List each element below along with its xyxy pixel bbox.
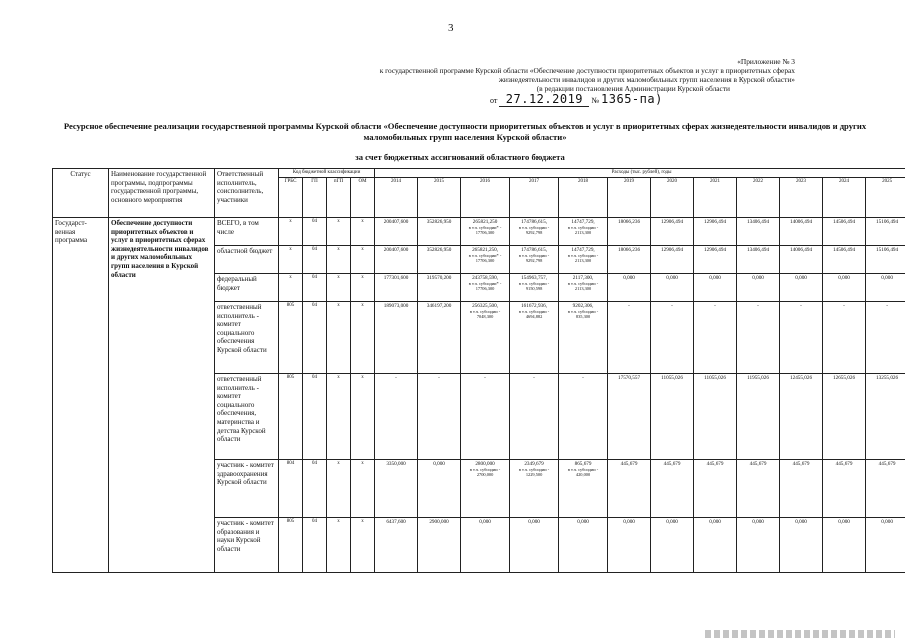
- value-cell: [375, 302, 418, 374]
- table-header: [53, 169, 905, 218]
- header-year: 2024: [823, 178, 866, 218]
- subsidy-note: в т.ч. субсидии* - 17706,300: [468, 281, 502, 292]
- value-amount: 6437,600: [386, 519, 406, 525]
- value-amount: 256325,500,: [472, 303, 499, 309]
- value-cell: [375, 460, 418, 518]
- header-status: Статус: [53, 169, 109, 218]
- value-cell: [866, 274, 905, 302]
- code-cell: 04: [303, 302, 327, 374]
- value-amount: 14006,494: [790, 219, 813, 225]
- header-om: ОМ: [351, 178, 375, 218]
- value-cell: [608, 218, 651, 246]
- value-cell: [651, 460, 694, 518]
- value-cell: [737, 218, 780, 246]
- code-cell: 804: [279, 460, 303, 518]
- subsidy-note: в т.ч. субсидии* - 17706,300: [468, 225, 502, 236]
- executor-cell: областной бюджет: [215, 246, 279, 274]
- value-amount: 0,000: [881, 519, 893, 525]
- value-cell: [418, 302, 461, 374]
- executor-cell: ВСЕГО, в том числе: [215, 218, 279, 246]
- executor-cell: участник - комитет здравоохранения Курской области: [215, 460, 279, 518]
- value-amount: 13406,494: [747, 219, 770, 225]
- value-amount: -: [757, 303, 759, 309]
- value-amount: 0,000: [795, 275, 807, 281]
- value-cell: [823, 218, 866, 246]
- value-cell: [608, 302, 651, 374]
- value-cell: [694, 518, 737, 573]
- executor-cell: ответственный исполнитель - комитет социального обеспечения, материнства и детства Курской области: [215, 374, 279, 460]
- value-amount: 265821,250: [472, 219, 498, 225]
- value-amount: 189073,000: [383, 303, 409, 309]
- code-cell: х: [351, 518, 375, 573]
- code-cell: 805: [279, 518, 303, 573]
- status-cell: Государст-венная программа: [53, 218, 109, 573]
- document-title: Ресурсное обеспечение реализации государственной программы Курской области «Обеспечение доступности приоритетных объектов и услуг в приоритетных сферах жизнедеятельности инвалидов и других маломобильных групп населения Курской области»: [63, 121, 867, 142]
- value-cell: [559, 274, 608, 302]
- value-cell: [651, 274, 694, 302]
- subsidy-note: в т.ч. субсидии - 9292,798: [518, 253, 550, 264]
- value-cell: [823, 246, 866, 274]
- header-year: 2020: [651, 178, 694, 218]
- subsidy-note: в т.ч. субсидии - 4694,882: [518, 309, 550, 320]
- document-subtitle: за счет бюджетных ассигнований областного бюджета: [355, 152, 565, 162]
- value-amount: 14506,494: [833, 219, 856, 225]
- value-cell: [461, 518, 510, 573]
- code-cell: 805: [279, 302, 303, 374]
- program-name-cell: Обеспечение доступности приоритетных объектов и услуг в приоритетных сферах жизнедеятельности инвалидов и других маломобильных групп населения в Курской области: [109, 218, 215, 573]
- value-cell: [418, 374, 461, 460]
- date-prefix: от: [490, 96, 498, 105]
- value-cell: [866, 246, 905, 274]
- value-amount: 200407,600: [383, 219, 409, 225]
- value-cell: [559, 374, 608, 460]
- code-cell: х: [351, 246, 375, 274]
- code-cell: х: [279, 274, 303, 302]
- value-amount: 13406,494: [747, 247, 770, 253]
- code-cell: х: [327, 218, 351, 246]
- value-cell: [780, 218, 823, 246]
- value-amount: -: [628, 303, 630, 309]
- value-amount: 14747,729,: [571, 247, 595, 253]
- value-cell: [694, 246, 737, 274]
- value-amount: 177301,600: [383, 275, 409, 281]
- value-amount: 445,679: [835, 461, 853, 467]
- value-amount: -: [671, 303, 673, 309]
- value-cell: [375, 274, 418, 302]
- value-cell: [418, 460, 461, 518]
- subsidy-note: в т.ч. субсидии - 2700,000: [469, 467, 501, 478]
- subsidy-note: в т.ч. субсидии - 9292,798: [518, 225, 550, 236]
- value-cell: [823, 518, 866, 573]
- code-cell: х: [279, 246, 303, 274]
- value-cell: [823, 274, 866, 302]
- value-cell: [461, 274, 510, 302]
- value-amount: 2800,000: [475, 461, 495, 467]
- executor-cell: участник - комитет образования и науки Курской области: [215, 518, 279, 573]
- code-cell: х: [351, 274, 375, 302]
- value-cell: [559, 460, 608, 518]
- value-cell: [823, 302, 866, 374]
- value-amount: 0,000: [709, 275, 721, 281]
- value-amount: -: [886, 303, 888, 309]
- code-cell: х: [279, 218, 303, 246]
- value-amount: 0,000: [838, 519, 850, 525]
- subsidy-note: в т.ч. субсидии - 420,000: [567, 467, 599, 478]
- code-cell: 04: [303, 218, 327, 246]
- value-amount: 12906,494: [704, 219, 727, 225]
- value-cell: [651, 374, 694, 460]
- code-cell: 805: [279, 374, 303, 460]
- value-amount: 445,679: [620, 461, 638, 467]
- value-amount: -: [533, 375, 535, 381]
- value-cell: [866, 218, 905, 246]
- value-amount: 346197,200: [426, 303, 452, 309]
- header-year: 2016: [461, 178, 510, 218]
- header-grbs: ГРБС: [279, 178, 303, 218]
- value-cell: [694, 460, 737, 518]
- value-amount: 0,000: [433, 461, 445, 467]
- value-amount: 12906,494: [704, 247, 727, 253]
- value-cell: [375, 246, 418, 274]
- value-amount: 865,679: [574, 461, 592, 467]
- value-amount: 12455,026: [790, 375, 813, 381]
- value-cell: [559, 246, 608, 274]
- code-cell: 04: [303, 274, 327, 302]
- subsidy-note: в т.ч. субсидии - 1229,500: [518, 467, 550, 478]
- value-amount: 0,000: [752, 275, 764, 281]
- value-amount: 0,000: [479, 519, 491, 525]
- header-year: 2019: [608, 178, 651, 218]
- code-cell: х: [351, 460, 375, 518]
- value-cell: [780, 302, 823, 374]
- value-amount: -: [800, 303, 802, 309]
- subsidy-note: в т.ч. субсидии - 7048,300: [469, 309, 501, 320]
- header-gp: ГП: [303, 178, 327, 218]
- value-cell: [608, 518, 651, 573]
- value-cell: [375, 218, 418, 246]
- value-amount: 3350,000: [386, 461, 406, 467]
- value-cell: [510, 218, 559, 246]
- code-cell: 04: [303, 518, 327, 573]
- page-number: 3: [448, 22, 454, 34]
- value-amount: 11955,026: [747, 375, 769, 381]
- value-cell: [651, 518, 694, 573]
- value-cell: [608, 460, 651, 518]
- value-amount: 2117,300,: [572, 275, 594, 281]
- code-cell: х: [351, 374, 375, 460]
- value-cell: [823, 374, 866, 460]
- value-amount: 200407,600: [383, 247, 409, 253]
- value-cell: [510, 246, 559, 274]
- value-amount: 18066,236: [618, 247, 641, 253]
- value-cell: [866, 302, 905, 374]
- header-year: 2018: [559, 178, 608, 218]
- value-amount: 319570,200: [426, 275, 452, 281]
- value-amount: 445,679: [706, 461, 724, 467]
- value-amount: 18066,236: [618, 219, 641, 225]
- value-cell: [780, 246, 823, 274]
- subsidy-note: в т.ч. субсидии - 2113,300: [567, 281, 599, 292]
- value-cell: [510, 374, 559, 460]
- code-cell: 04: [303, 374, 327, 460]
- value-amount: 0,000: [752, 519, 764, 525]
- appendix-edition-note: (в редакции постановления Администрации Курской области: [536, 84, 730, 93]
- value-cell: [510, 460, 559, 518]
- value-cell: [608, 374, 651, 460]
- number-prefix: №: [591, 96, 600, 105]
- value-amount: -: [843, 303, 845, 309]
- code-cell: х: [351, 302, 375, 374]
- handwritten-number: 1365-па): [601, 92, 663, 106]
- value-cell: [737, 246, 780, 274]
- code-cell: х: [351, 218, 375, 246]
- value-amount: 12906,494: [661, 247, 684, 253]
- value-amount: -: [714, 303, 716, 309]
- value-amount: 161672,936,: [521, 303, 548, 309]
- value-amount: 0,000: [666, 519, 678, 525]
- value-amount: 445,679: [663, 461, 681, 467]
- code-cell: 04: [303, 460, 327, 518]
- value-cell: [461, 218, 510, 246]
- value-cell: [461, 374, 510, 460]
- value-cell: [866, 460, 905, 518]
- subsidy-note: в т.ч. субсидии - 2113,300: [567, 225, 599, 236]
- value-cell: [608, 246, 651, 274]
- header-year: 2017: [510, 178, 559, 218]
- appendix-heading: «Приложение № 3: [737, 57, 795, 66]
- value-amount: 12906,494: [661, 219, 684, 225]
- value-cell: [694, 218, 737, 246]
- value-cell: [694, 302, 737, 374]
- value-amount: 174786,615,: [521, 219, 548, 225]
- value-amount: 12655,026: [833, 375, 856, 381]
- header-pgp: пГП: [327, 178, 351, 218]
- value-amount: 2900,000: [429, 519, 449, 525]
- value-cell: [694, 274, 737, 302]
- value-amount: 352826,950: [426, 247, 452, 253]
- value-amount: 0,000: [709, 519, 721, 525]
- value-amount: 0,000: [623, 275, 635, 281]
- appendix-date-line: [490, 92, 663, 107]
- code-cell: х: [327, 460, 351, 518]
- value-cell: [608, 274, 651, 302]
- value-cell: [651, 302, 694, 374]
- code-cell: х: [327, 518, 351, 573]
- code-cell: 04: [303, 246, 327, 274]
- code-cell: х: [327, 274, 351, 302]
- executor-cell: федеральный бюджет: [215, 274, 279, 302]
- value-amount: 11055,026: [704, 375, 726, 381]
- value-cell: [418, 246, 461, 274]
- value-amount: -: [438, 375, 440, 381]
- value-amount: 243758,590,: [472, 275, 499, 281]
- value-amount: 0,000: [881, 275, 893, 281]
- appendix-program-line: к государственной программе Курской области «Обеспечение доступности приоритетных объектов и услуг в приоритетных сферах: [379, 66, 795, 75]
- value-amount: 14506,494: [833, 247, 856, 253]
- value-cell: [780, 518, 823, 573]
- value-amount: -: [484, 375, 486, 381]
- value-amount: 0,000: [623, 519, 635, 525]
- value-cell: [510, 274, 559, 302]
- value-amount: 15106,494: [876, 247, 899, 253]
- value-cell: [780, 374, 823, 460]
- header-year: 2015: [418, 178, 461, 218]
- header-year: 2014: [375, 178, 418, 218]
- header-executor: Ответственный исполнитель, соисполнитель, участники: [215, 169, 279, 218]
- value-cell: [694, 374, 737, 460]
- value-cell: [651, 218, 694, 246]
- subsidy-note: в т.ч. субсидии - 2113,300: [567, 253, 599, 264]
- value-amount: 17570,557: [618, 375, 641, 381]
- value-cell: [559, 302, 608, 374]
- subsidy-note: в т.ч. субсидии - 9150,598: [518, 281, 550, 292]
- value-cell: [418, 218, 461, 246]
- header-budget-code: Код бюджетной классификации: [279, 169, 375, 178]
- value-cell: [651, 246, 694, 274]
- value-cell: [823, 460, 866, 518]
- value-cell: [737, 460, 780, 518]
- value-amount: 14006,494: [790, 247, 813, 253]
- value-cell: [737, 518, 780, 573]
- value-cell: [737, 274, 780, 302]
- subsidy-note: в т.ч. субсидии - 835,300: [567, 309, 599, 320]
- header-year: 2025: [866, 178, 905, 218]
- value-cell: [418, 274, 461, 302]
- value-cell: [461, 302, 510, 374]
- value-amount: 0,000: [795, 519, 807, 525]
- resource-table: [52, 168, 905, 573]
- value-amount: 265821,250,: [472, 247, 499, 253]
- code-cell: х: [327, 374, 351, 460]
- value-amount: 445,679: [749, 461, 767, 467]
- value-cell: [375, 518, 418, 573]
- header-year: 2021: [694, 178, 737, 218]
- value-amount: 0,000: [528, 519, 540, 525]
- value-cell: [780, 274, 823, 302]
- value-cell: [866, 374, 905, 460]
- value-cell: [780, 460, 823, 518]
- value-cell: [375, 374, 418, 460]
- value-amount: 154963,757,: [521, 275, 548, 281]
- scan-footer-mark: [705, 630, 895, 638]
- value-cell: [737, 374, 780, 460]
- value-amount: 0,000: [838, 275, 850, 281]
- value-amount: 2349,679: [524, 461, 544, 467]
- subsidy-note: в т.ч. субсидии* - 17706,300: [468, 253, 502, 264]
- value-amount: 0,000: [666, 275, 678, 281]
- value-amount: 15106,494: [876, 219, 899, 225]
- value-cell: [559, 218, 608, 246]
- value-amount: 352826,950: [426, 219, 452, 225]
- executor-cell: ответственный исполнитель - комитет социального обеспечения Курской области: [215, 302, 279, 374]
- code-cell: х: [327, 302, 351, 374]
- header-name: Наименование государственной программы, подпрограммы государственной программы, основного мероприятия: [109, 169, 215, 218]
- value-amount: 0,000: [577, 519, 589, 525]
- value-amount: 445,679: [878, 461, 896, 467]
- value-cell: [559, 518, 608, 573]
- value-cell: [737, 302, 780, 374]
- value-cell: [510, 302, 559, 374]
- value-amount: 9202,306,: [572, 303, 594, 309]
- value-amount: 11055,026: [661, 375, 683, 381]
- header-year: 2022: [737, 178, 780, 218]
- value-cell: [418, 518, 461, 573]
- value-cell: [461, 460, 510, 518]
- header-expenses: Расходы (тыс. рублей), годы: [375, 169, 905, 178]
- code-cell: х: [327, 246, 351, 274]
- header-year: 2023: [780, 178, 823, 218]
- value-cell: [866, 518, 905, 573]
- handwritten-date: 27.12.2019: [499, 92, 589, 107]
- value-amount: 445,679: [792, 461, 810, 467]
- value-amount: -: [582, 375, 584, 381]
- table-row: [53, 218, 905, 246]
- value-amount: 174786,615,: [521, 247, 548, 253]
- value-cell: [510, 518, 559, 573]
- value-cell: [461, 246, 510, 274]
- value-amount: 14747,729,: [571, 219, 595, 225]
- table-body: [53, 218, 905, 573]
- appendix-program-line-2: жизнедеятельности инвалидов и других маломобильных групп населения в Курской области»: [498, 75, 795, 84]
- value-amount: 13255,026: [876, 375, 899, 381]
- value-amount: -: [395, 375, 397, 381]
